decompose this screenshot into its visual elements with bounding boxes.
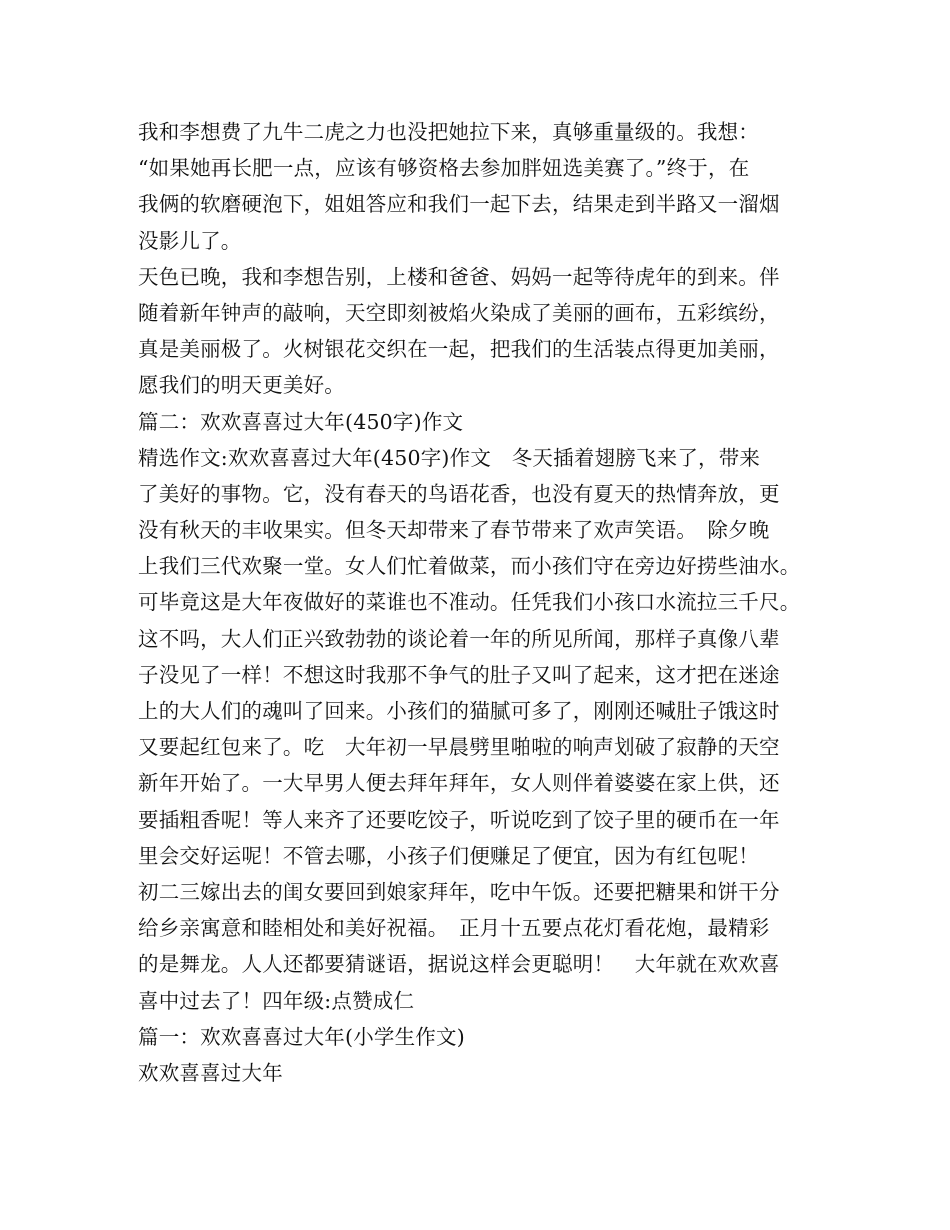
text-line: 真是美丽极了。火树银花交织在一起，把我们的生活装点得更加美丽， — [138, 337, 780, 362]
text-line: 里会交好运呢！不管去哪，小孩子们便赚足了便宜，因为有红包呢！ — [138, 843, 759, 868]
text-line: 又要起红包来了。吃 大年初一早晨劈里啪啦的响声划破了寂静的天空 — [138, 735, 780, 760]
text-line: 初二三嫁出去的闺女要回到娘家拜年，吃中午饭。还要把糖果和饼干分 — [138, 879, 780, 904]
text-line: 随着新年钟声的敲响，天空即刻被焰火染成了美丽的画布，五彩缤纷， — [138, 300, 780, 325]
section-heading: 篇一：欢欢喜喜过大年(小学生作文) — [138, 1024, 465, 1049]
text-line: 没有秋天的丰收果实。但冬天却带来了春节带来了欢声笑语。 除夕晚 — [138, 518, 770, 543]
section-title: 欢欢喜喜过大年 — [138, 1060, 283, 1085]
text-line: 没影儿了。 — [138, 228, 242, 253]
text-line: 新年开始了。一大早男人便去拜年拜年，女人则伴着婆婆在家上供，还 — [138, 771, 780, 796]
text-line: 要插粗香呢！等人来齐了还要吃饺子，听说吃到了饺子里的硬币在一年 — [138, 807, 780, 832]
text-line: 上的大人们的魂叫了回来。小孩们的猫腻可多了，刚刚还喊肚子饿这时 — [138, 699, 780, 723]
text-line: 精选作文:欢欢喜喜过大年(450字)作文 冬天插着翅膀飞来了，带来 — [138, 445, 761, 470]
text-line: 了美好的事物。它，没有春天的鸟语花香，也没有夏天的热情奔放，更 — [138, 481, 780, 506]
section-heading: 篇二：欢欢喜喜过大年(450字)作文 — [138, 409, 464, 434]
text-line: 我和李想费了九牛二虎之力也没把她拉下来，真够重量级的。我想： — [138, 120, 759, 144]
text-line: 天色已晚，我和李想告别，上楼和爸爸、妈妈一起等待虎年的到来。伴 — [138, 264, 780, 289]
text-line: 愿我们的明天更美好。 — [138, 373, 345, 398]
text-line: 这不吗，大人们正兴致勃勃的谈论着一年的所见所闻，那样子真像八辈 — [138, 626, 780, 651]
text-line: 可毕竟这是大年夜做好的菜谁也不准动。任凭我们小孩口水流拉三千尺。 — [138, 590, 801, 615]
text-line: “如果她再长肥一点，应该有够资格去参加胖妞选美赛了。”终于，在 — [138, 156, 750, 181]
text-line: 给乡亲寓意和睦相处和美好祝福。 正月十五要点花灯看花炮，最精彩 — [138, 916, 770, 941]
text-line: 子没见了一样！不想这时我那不争气的肚子又叫了起来，这才把在迷途 — [138, 662, 780, 687]
text-line: 上我们三代欢聚一堂。女人们忙着做菜，而小孩们守在旁边好捞些油水。 — [138, 554, 801, 579]
document-page — [138, 114, 828, 1091]
text-line: 喜中过去了！四年级:点赞成仁 — [138, 988, 415, 1013]
text-line: 的是舞龙。人人还都要猜谜语，据说这样会更聪明！ 大年就在欢欢喜 — [138, 952, 780, 977]
text-line: 我俩的软磨硬泡下，姐姐答应和我们一起下去，结果走到半路又一溜烟 — [138, 192, 780, 217]
